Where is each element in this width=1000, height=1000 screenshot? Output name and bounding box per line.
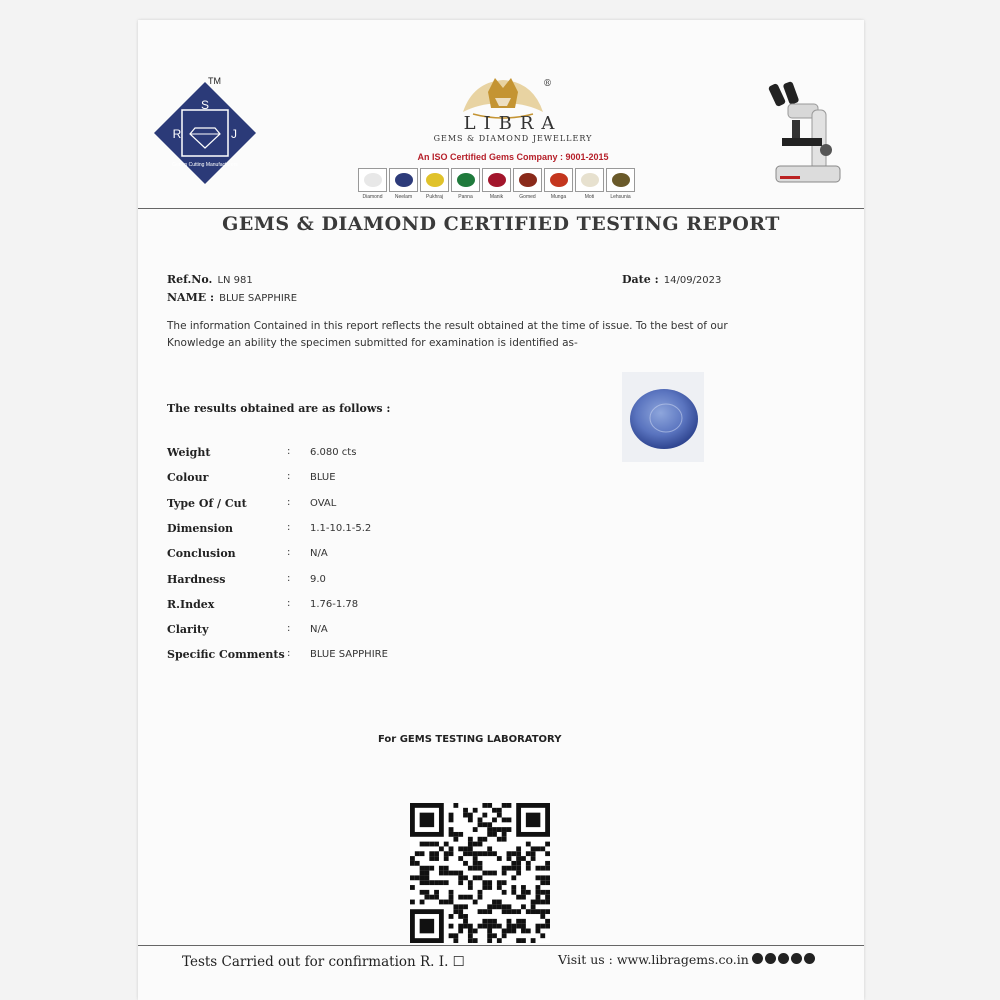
gem-swatch: [358, 168, 387, 202]
property-row: [167, 648, 567, 668]
property-value: 1.1-10.1-5.2: [310, 522, 372, 534]
lab-footer: For GEMS TESTING LABORATORY: [378, 734, 562, 745]
property-label: Conclusion: [167, 547, 236, 561]
registered-mark: ®: [543, 79, 552, 89]
gem-icon: [457, 173, 475, 187]
iso-certification-line: An ISO Certified Gems Company : 9001-2015: [417, 152, 609, 162]
gem-icon: [519, 173, 537, 187]
gem-swatch: [544, 168, 573, 202]
date-line: [622, 268, 721, 287]
property-label: R.Index: [167, 597, 215, 611]
property-row: [167, 547, 567, 567]
gem-icon: [364, 173, 382, 187]
gem-label: Gomed: [519, 194, 536, 200]
srj-letter-r: R: [172, 127, 182, 141]
gem-swatch: [606, 168, 635, 202]
name-line: [167, 286, 297, 305]
instagram-icon[interactable]: [804, 953, 815, 964]
website-line: Visit us : www.libragems.co.in: [558, 952, 749, 967]
report-title: GEMS & DIAMOND CERTIFIED TESTING REPORT: [222, 213, 780, 235]
property-colon: :: [287, 597, 291, 609]
ref-number-line: [167, 268, 253, 287]
gem-label: Neelam: [394, 194, 413, 200]
gem-swatch: [420, 168, 449, 202]
header-divider: [138, 208, 864, 209]
libra-brand-name: LIBRA: [463, 113, 563, 134]
property-colon: :: [287, 471, 291, 483]
social-icons: [752, 953, 815, 964]
property-label: Hardness: [167, 572, 226, 586]
property-value: N/A: [310, 548, 328, 560]
gem-label: Diamond: [362, 194, 383, 200]
property-label: Colour: [167, 471, 209, 485]
property-value: 9.0: [310, 573, 326, 585]
name-value: BLUE SAPPHIRE: [219, 293, 298, 304]
gem-label: Munga: [550, 194, 567, 200]
property-row: [167, 598, 567, 618]
gem-label: Lehsunia: [610, 194, 631, 200]
property-value: BLUE SAPPHIRE: [310, 649, 388, 661]
srj-letter-s: S: [200, 98, 210, 112]
gem-swatch: [513, 168, 542, 202]
property-colon: :: [287, 547, 291, 559]
intro-line-2: Knowledge an ability the specimen submitted for examination is identified as-: [167, 337, 578, 349]
gem-label: Panna: [458, 194, 473, 200]
property-colon: :: [287, 446, 291, 457]
property-label: Type Of / Cut: [167, 496, 247, 510]
property-colon: :: [287, 623, 291, 635]
tests-note: Tests Carried out for confirmation R. I. ☐: [182, 954, 465, 970]
property-colon: :: [287, 572, 291, 584]
sapphire-photo: [622, 372, 704, 462]
property-colon: :: [287, 648, 291, 660]
property-row: [167, 522, 567, 542]
property-label: Specific Comments: [167, 648, 285, 662]
srj-caption: Gem n Cutting Manufacturers: [172, 162, 238, 168]
property-row: [167, 446, 567, 466]
gem-swatch: [575, 168, 604, 202]
gem-label: Pukhraj: [426, 194, 443, 200]
qr-code: [410, 803, 550, 943]
gem-icon: [581, 173, 599, 187]
property-value: 1.76-1.78: [310, 598, 359, 610]
gem-icon: [550, 173, 568, 187]
property-row: [167, 471, 567, 491]
gem-label: Manik: [489, 194, 504, 200]
property-label: Weight: [167, 446, 211, 459]
facebook-icon[interactable]: [752, 953, 763, 964]
intro-line-1: The information Contained in this report reflects the result obtained at the time of issue. To the best of our: [167, 320, 728, 332]
gem-swatch: [451, 168, 480, 202]
gem-icon: [488, 173, 506, 187]
property-row: [167, 623, 567, 643]
property-row: [167, 573, 567, 593]
gem-icon: [612, 173, 630, 187]
property-colon: :: [287, 521, 291, 533]
property-value: N/A: [310, 624, 328, 636]
date-value: 14/09/2023: [663, 275, 722, 286]
property-label: Dimension: [167, 521, 234, 535]
srj-letter-j: J: [231, 127, 237, 141]
gem-swatch: [482, 168, 511, 202]
ref-value: LN 981: [217, 275, 253, 286]
certificate-paper: [138, 20, 864, 1000]
whatsapp-icon[interactable]: [765, 953, 776, 964]
name-label: NAME :: [167, 291, 215, 304]
property-colon: :: [287, 496, 291, 508]
gem-icon: [395, 173, 413, 187]
footer-divider: [138, 945, 864, 946]
gem-strip: [358, 168, 635, 202]
ref-label: Ref.No.: [167, 273, 213, 286]
property-row: [167, 497, 567, 517]
trademark-mark: TM: [208, 76, 221, 86]
gem-label: Moti: [584, 194, 595, 200]
libra-subtitle: GEMS & DIAMOND JEWELLERY: [433, 134, 593, 143]
property-label: Clarity: [167, 623, 209, 637]
microscope-image: [766, 80, 846, 190]
intro-paragraph: [167, 318, 767, 352]
property-value: 6.080 cts: [310, 447, 357, 458]
results-heading: The results obtained are as follows :: [167, 402, 391, 415]
property-value: OVAL: [310, 497, 337, 509]
twitter-icon[interactable]: [778, 953, 789, 964]
gem-swatch: [389, 168, 418, 202]
youtube-icon[interactable]: [791, 953, 802, 964]
date-label: Date :: [622, 273, 659, 286]
property-value: BLUE: [310, 472, 336, 484]
srj-logo: [150, 78, 260, 188]
gem-icon: [426, 173, 444, 187]
